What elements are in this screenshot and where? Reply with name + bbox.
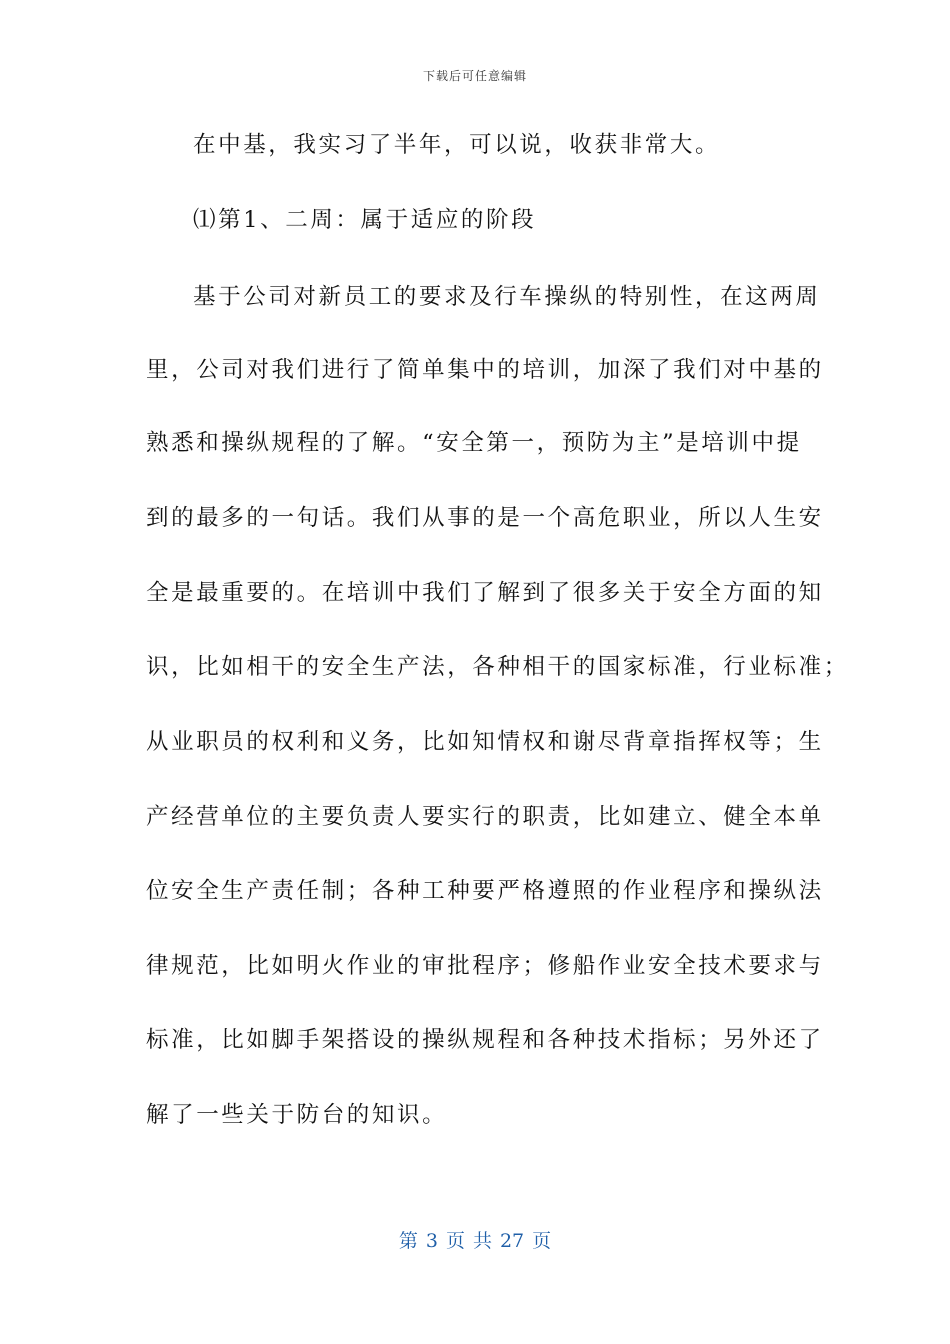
header-note: 下载后可任意编辑 xyxy=(422,69,527,83)
paragraph-line-10: 产经营单位的主要负责人要实行的职责，比如建立、健全本单 xyxy=(146,804,824,830)
paragraph-line-14: 解了一些关于防台的知识。 xyxy=(146,1102,448,1128)
paragraph-line-7: 全是最重要的。在培训中我们了解到了很多关于安全方面的知 xyxy=(146,580,824,606)
paragraph-line-4: 里，公司对我们进行了简单集中的培训，加深了我们对中基的 xyxy=(146,357,824,383)
paragraph-line-9: 从业职员的权利和义务，比如知情权和谢尽背章指挥权等；生 xyxy=(146,729,824,755)
paragraph-line-1: 在中基，我实习了半年，可以说，收获非常大。 xyxy=(193,132,721,158)
page-footer xyxy=(0,1226,950,1253)
section-heading: ⑴第1、二周：属于适应的阶段 xyxy=(193,207,537,233)
paragraph-line-13: 标准，比如脚手架搭设的操纵规程和各种技术指标；另外还了 xyxy=(146,1027,824,1053)
paragraph-line-5: 熟悉和操纵规程的了解。“安全第一，预防为主”是培训中提 xyxy=(146,430,802,456)
paragraph-line-3: 基于公司对新员工的要求及行车操纵的特别性，在这两周 xyxy=(193,284,821,310)
total-label: 共 xyxy=(472,1230,492,1252)
total-pages: 27 xyxy=(499,1230,525,1252)
paragraph-line-11: 位安全生产责任制；各种工种要严格遵照的作业程序和操纵法 xyxy=(146,878,824,904)
page-unit: 页 xyxy=(445,1230,465,1252)
page-label: 第 xyxy=(398,1230,418,1252)
paragraph-line-6: 到的最多的一句话。我们从事的是一个高危职业，所以人生安 xyxy=(146,505,824,531)
page-number: 3 xyxy=(425,1230,438,1252)
paragraph-line-12: 律规范，比如明火作业的审批程序；修船作业安全技术要求与 xyxy=(146,953,824,979)
paragraph-line-8: 识，比如相干的安全生产法，各种相干的国家标准，行业标准； xyxy=(146,654,849,680)
total-unit: 页 xyxy=(532,1230,552,1252)
